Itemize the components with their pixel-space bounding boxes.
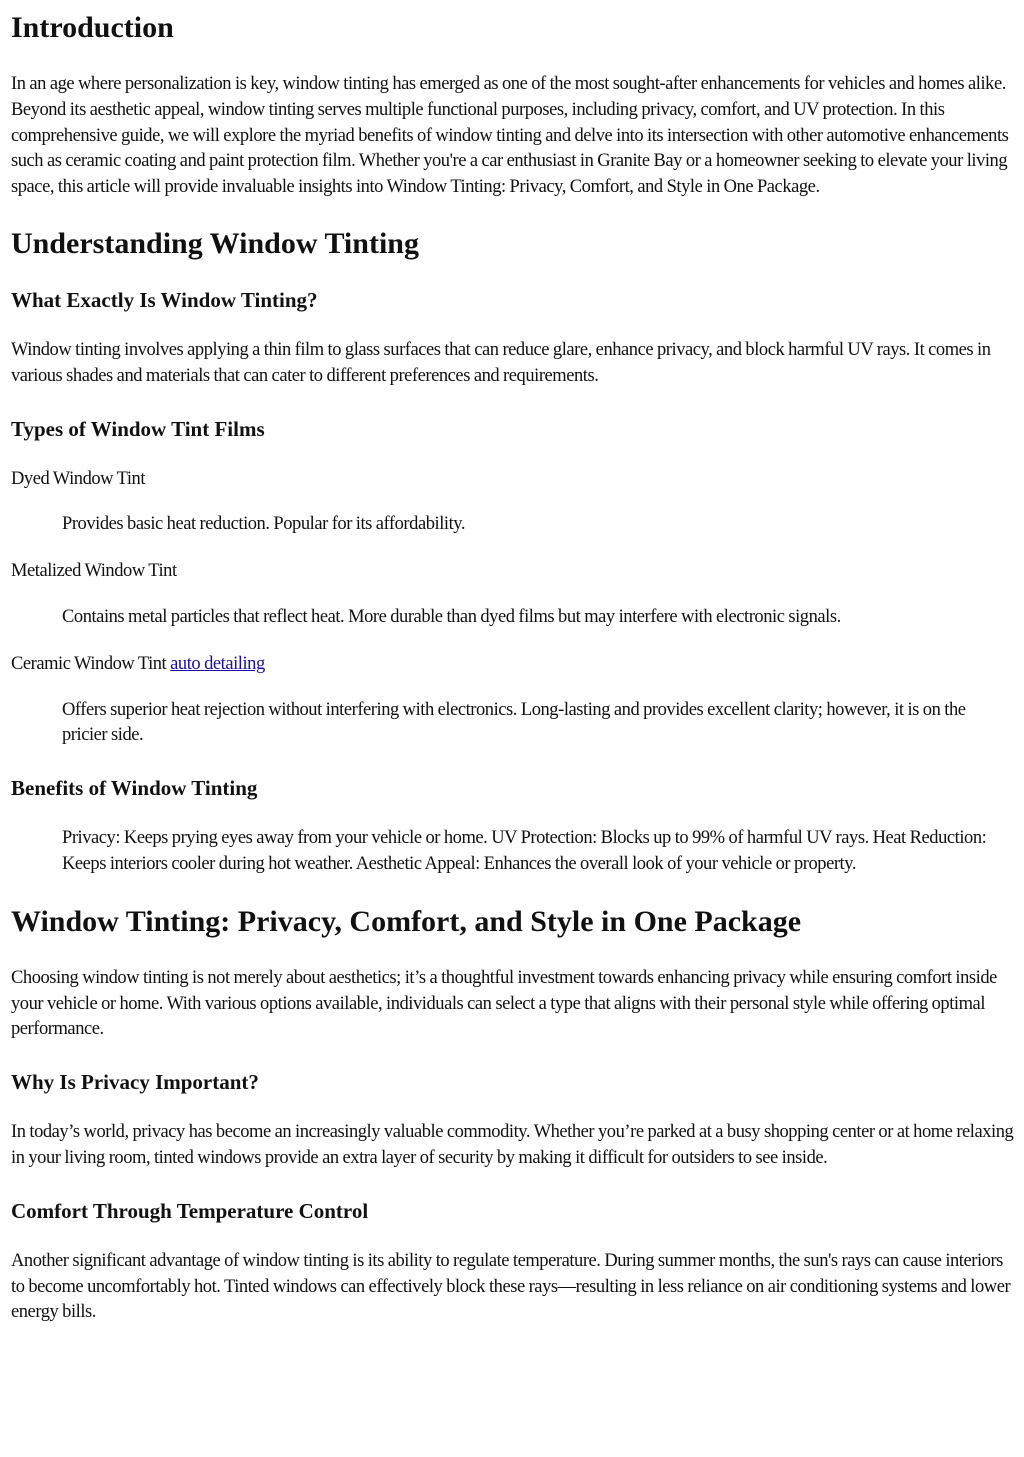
metalized-tint-label: Metalized Window Tint [11,561,177,582]
ceramic-tint-description: Offers superior heat rejection without interfering with electronics. Long-lasting and provides excellent clarity; however, it is on the pricier side. [62,699,966,746]
benefits-paragraph: Privacy: Keeps prying eyes away from your vehicle or home. UV Protection: Blocks up to 99% of harmful UV rays. Heat Reduction: Keeps interiors cooler during hot weather. Aesthetic Appeal: Enhances the overall look of your vehicle or property. [62,828,987,874]
package-paragraph: Choosing window tinting is not merely about aesthetics; it’s a thoughtful investment towards enhancing privacy while ensuring comfort inside your vehicle or home. With various options available, individuals can select a type that aligns with their personal style while offering optimal performance. [11,967,997,1040]
dyed-tint-label: Dyed Window Tint [11,468,146,489]
ceramic-tint-label: Ceramic Window Tint [11,653,167,674]
benefits-heading: Benefits of Window Tinting [11,776,258,801]
comfort-heading: Comfort Through Temperature Control [11,1198,369,1223]
introduction-heading: Introduction [11,11,174,44]
privacy-paragraph: In today’s world, privacy has become an increasingly valuable commodity. Whether you’re parked at a busy shopping center or at home relaxing in your living room, tinted windows provide an extra layer of security by making it difficult for outsiders to see inside. [11,1122,1014,1168]
introduction-paragraph: In an age where personalization is key, window tinting has emerged as one of the most sought-after enhancements for vehicles and homes alike. Beyond its aesthetic appeal, window tinting serves multiple functional purposes, including privacy, comfort, and UV protection. In this comprehensive guide, we will explore the myriad benefits of window tinting and delve into its intersection with other automotive enhancements such as ceramic coating and paint protection film. Whether you're a car enthusiast in Granite Bay or a homeowner seeking to elevate your living space, this article will provide invaluable insights into Window Tinting: Privacy, Comfort, and Style in One Package. [11,74,1009,198]
tint-types-heading: Types of Window Tint Films [11,416,265,441]
metalized-tint-description: Contains metal particles that reflect heat. More durable than dyed films but may interfere with electronic signals. [62,606,841,627]
ceramic-tint-line [11,652,1014,678]
dyed-tint-description: Provides basic heat reduction. Popular for its affordability. [62,514,466,535]
what-is-tinting-paragraph: Window tinting involves applying a thin film to glass surfaces that can reduce glare, enhance privacy, and block harmful UV rays. It comes in various shades and materials that can cater to different preferences and requirements. [11,339,991,386]
package-heading: Window Tinting: Privacy, Comfort, and Style in One Package [11,904,802,938]
privacy-heading: Why Is Privacy Important? [11,1070,259,1095]
what-is-tinting-heading: What Exactly Is Window Tinting? [11,287,318,312]
comfort-paragraph: Another significant advantage of window tinting is its ability to regulate temperature. During summer months, the sun's rays can cause interiors to become uncomfortably hot. Tinted windows can effectively block these rays—resulting in less reliance on air conditioning systems and lower energy bills. [11,1250,1011,1323]
auto-detailing-link[interactable]: auto detailing [170,653,265,674]
understanding-heading: Understanding Window Tinting [11,226,419,260]
article [0,11,1024,1326]
